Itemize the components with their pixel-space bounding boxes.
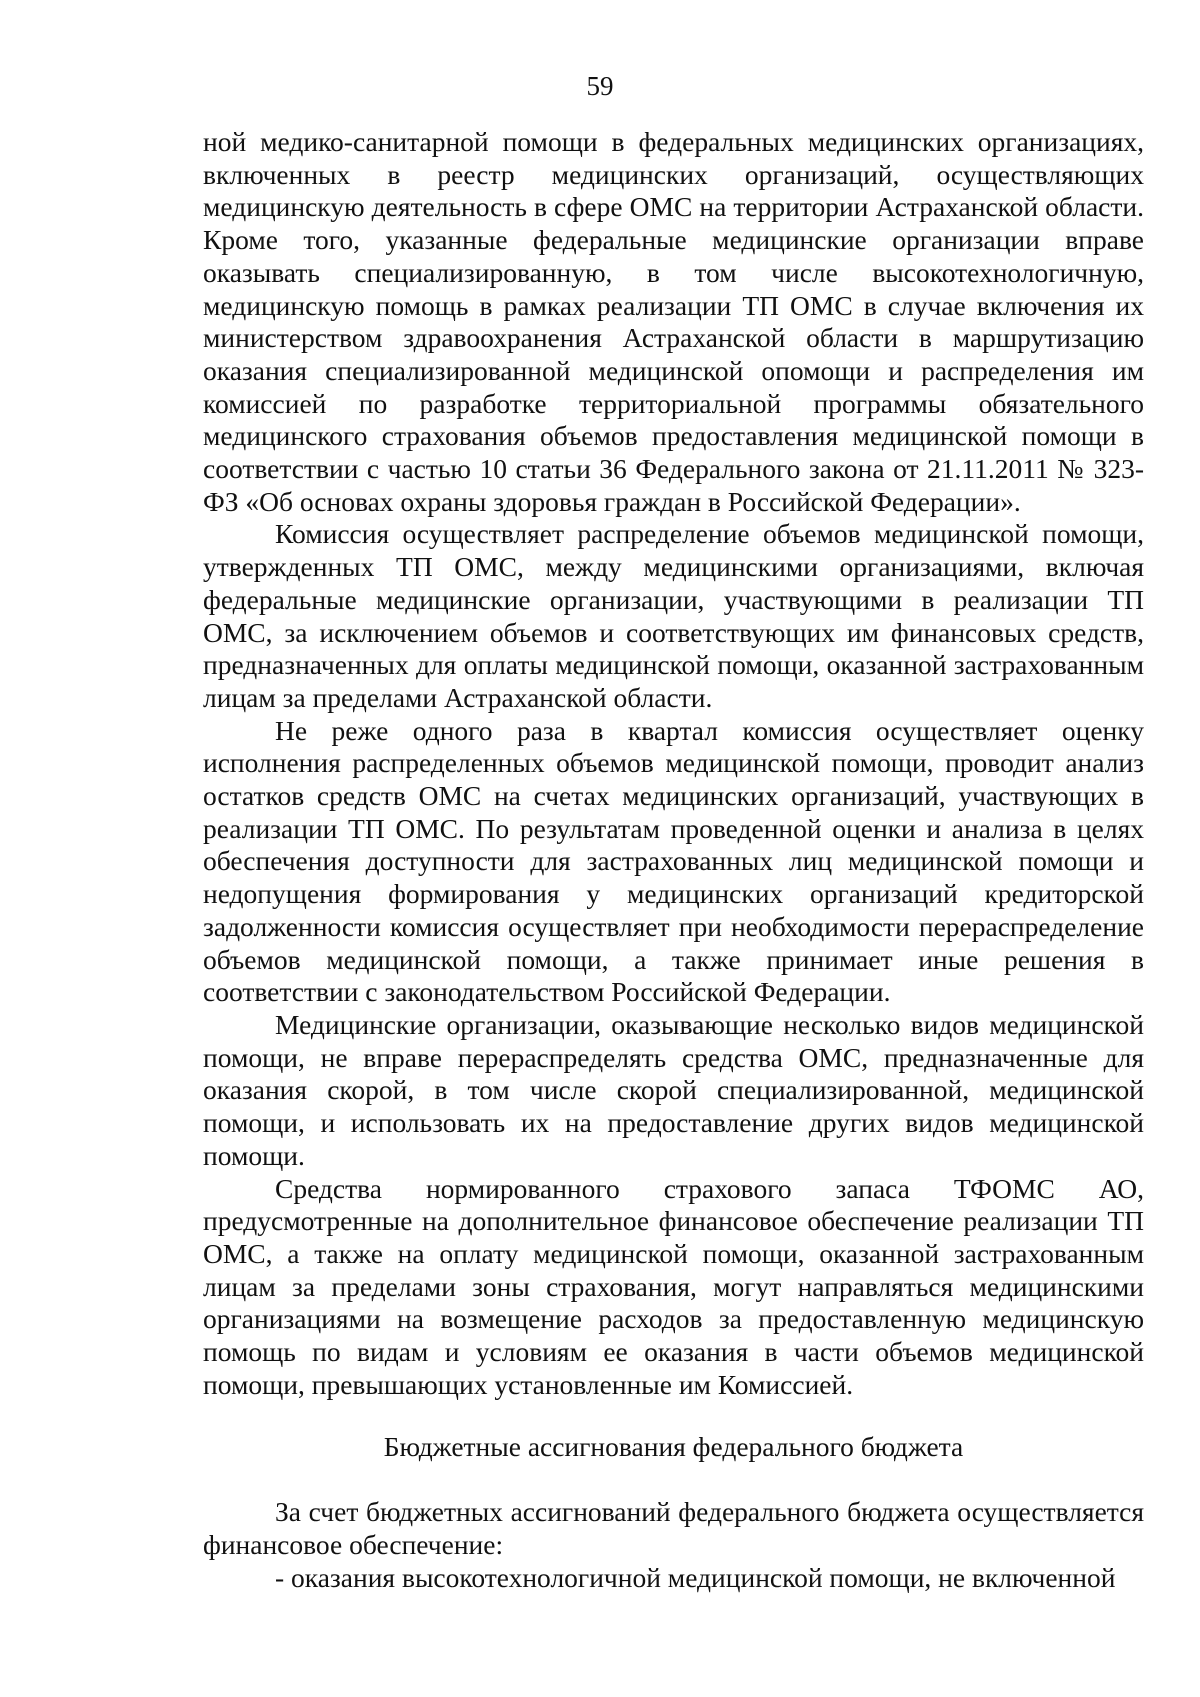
list-item-high-tech-care: - оказания высокотехнологичной медицинской помощи, не включенной bbox=[275, 1561, 1116, 1593]
document-body bbox=[203, 126, 1144, 1594]
paragraph-commission-distribution: Комиссия осуществляет распределение объемов медицинской помощи, утвержденных ТП ОМС, между медицинскими организациями, включая федеральные медицинские организации, участвующими в реализации ТП ОМС, за исключением объемов и соответствующих им финансовых средств, предназначенных для оплаты медицинской помощи, оказанной застрахованным лицам за пределами Астраханской области. bbox=[203, 518, 1144, 713]
paragraph-federal-budget: За счет бюджетных ассигнований федерального бюджета осуществляется финансовое обеспечение: bbox=[203, 1496, 1144, 1560]
page-number: 59 bbox=[586, 71, 614, 101]
paragraph-continuation: ной медико-санитарной помощи в федеральных медицинских организациях, включенных в реестр медицинских организаций, осуществляющих медицинскую деятельность в сфере ОМС на территории Астраханской области. Кроме того, указанные федеральные медицинские организации вправе оказывать специализированную, в том числе высокотехнологичную, медицинскую помощь в рамках реализации ТП ОМС в случае включения их министерством здравоохранения Астраханской области в маршрутизацию оказания специализированной медицинской опомощи и распределения им комиссией по разработке территориальной программы обязательного медицинского страхования объемов предоставления медицинской помощи в соответствии с частью 10 статьи 36 Федерального закона от 21.11.2011 № 323-ФЗ «Об основах охраны здоровья граждан в Российской Федерации». bbox=[203, 126, 1144, 517]
paragraph-emergency-funds: Медицинские организации, оказывающие несколько видов медицинской помощи, не вправе перераспределять средства ОМС, предназначенные для оказания скорой, в том числе скорой специализированной, медицинской помощи, и использовать их на предоставление других видов медицинской помощи. bbox=[203, 1008, 1144, 1171]
section-heading: Бюджетные ассигнования федерального бюджета bbox=[383, 1431, 964, 1463]
paragraph-quarterly-assessment: Не реже одного раза в квартал комиссия осуществляет оценку исполнения распределенных объемов медицинской помощи, проводит анализ остатков средств ОМС на счетах медицинских организаций, участвующих в реализации ТП ОМС. По результатам проведенной оценки и анализа в целях обеспечения доступности для застрахованных лиц медицинской помощи и недопущения формирования у медицинских организаций кредиторской задолженности комиссия осуществляет при необходимости перераспределение объемов медицинской помощи, а также принимает иные решения в соответствии с законодательством Российской Федерации. bbox=[203, 714, 1144, 1008]
paragraph-insurance-reserve: Средства нормированного страхового запаса ТФОМС АО, предусмотренные на дополнительное финансовое обеспечение реализации ТП ОМС, а также на оплату медицинской помощи, оказанной застрахованным лицам за пределами зоны страхования, могут направляться медицинскими организациями на возмещение расходов за предоставленную медицинскую помощь по видам и условиям ее оказания в части объемов медицинской помощи, превышающих установленные им Комиссией. bbox=[203, 1172, 1144, 1400]
